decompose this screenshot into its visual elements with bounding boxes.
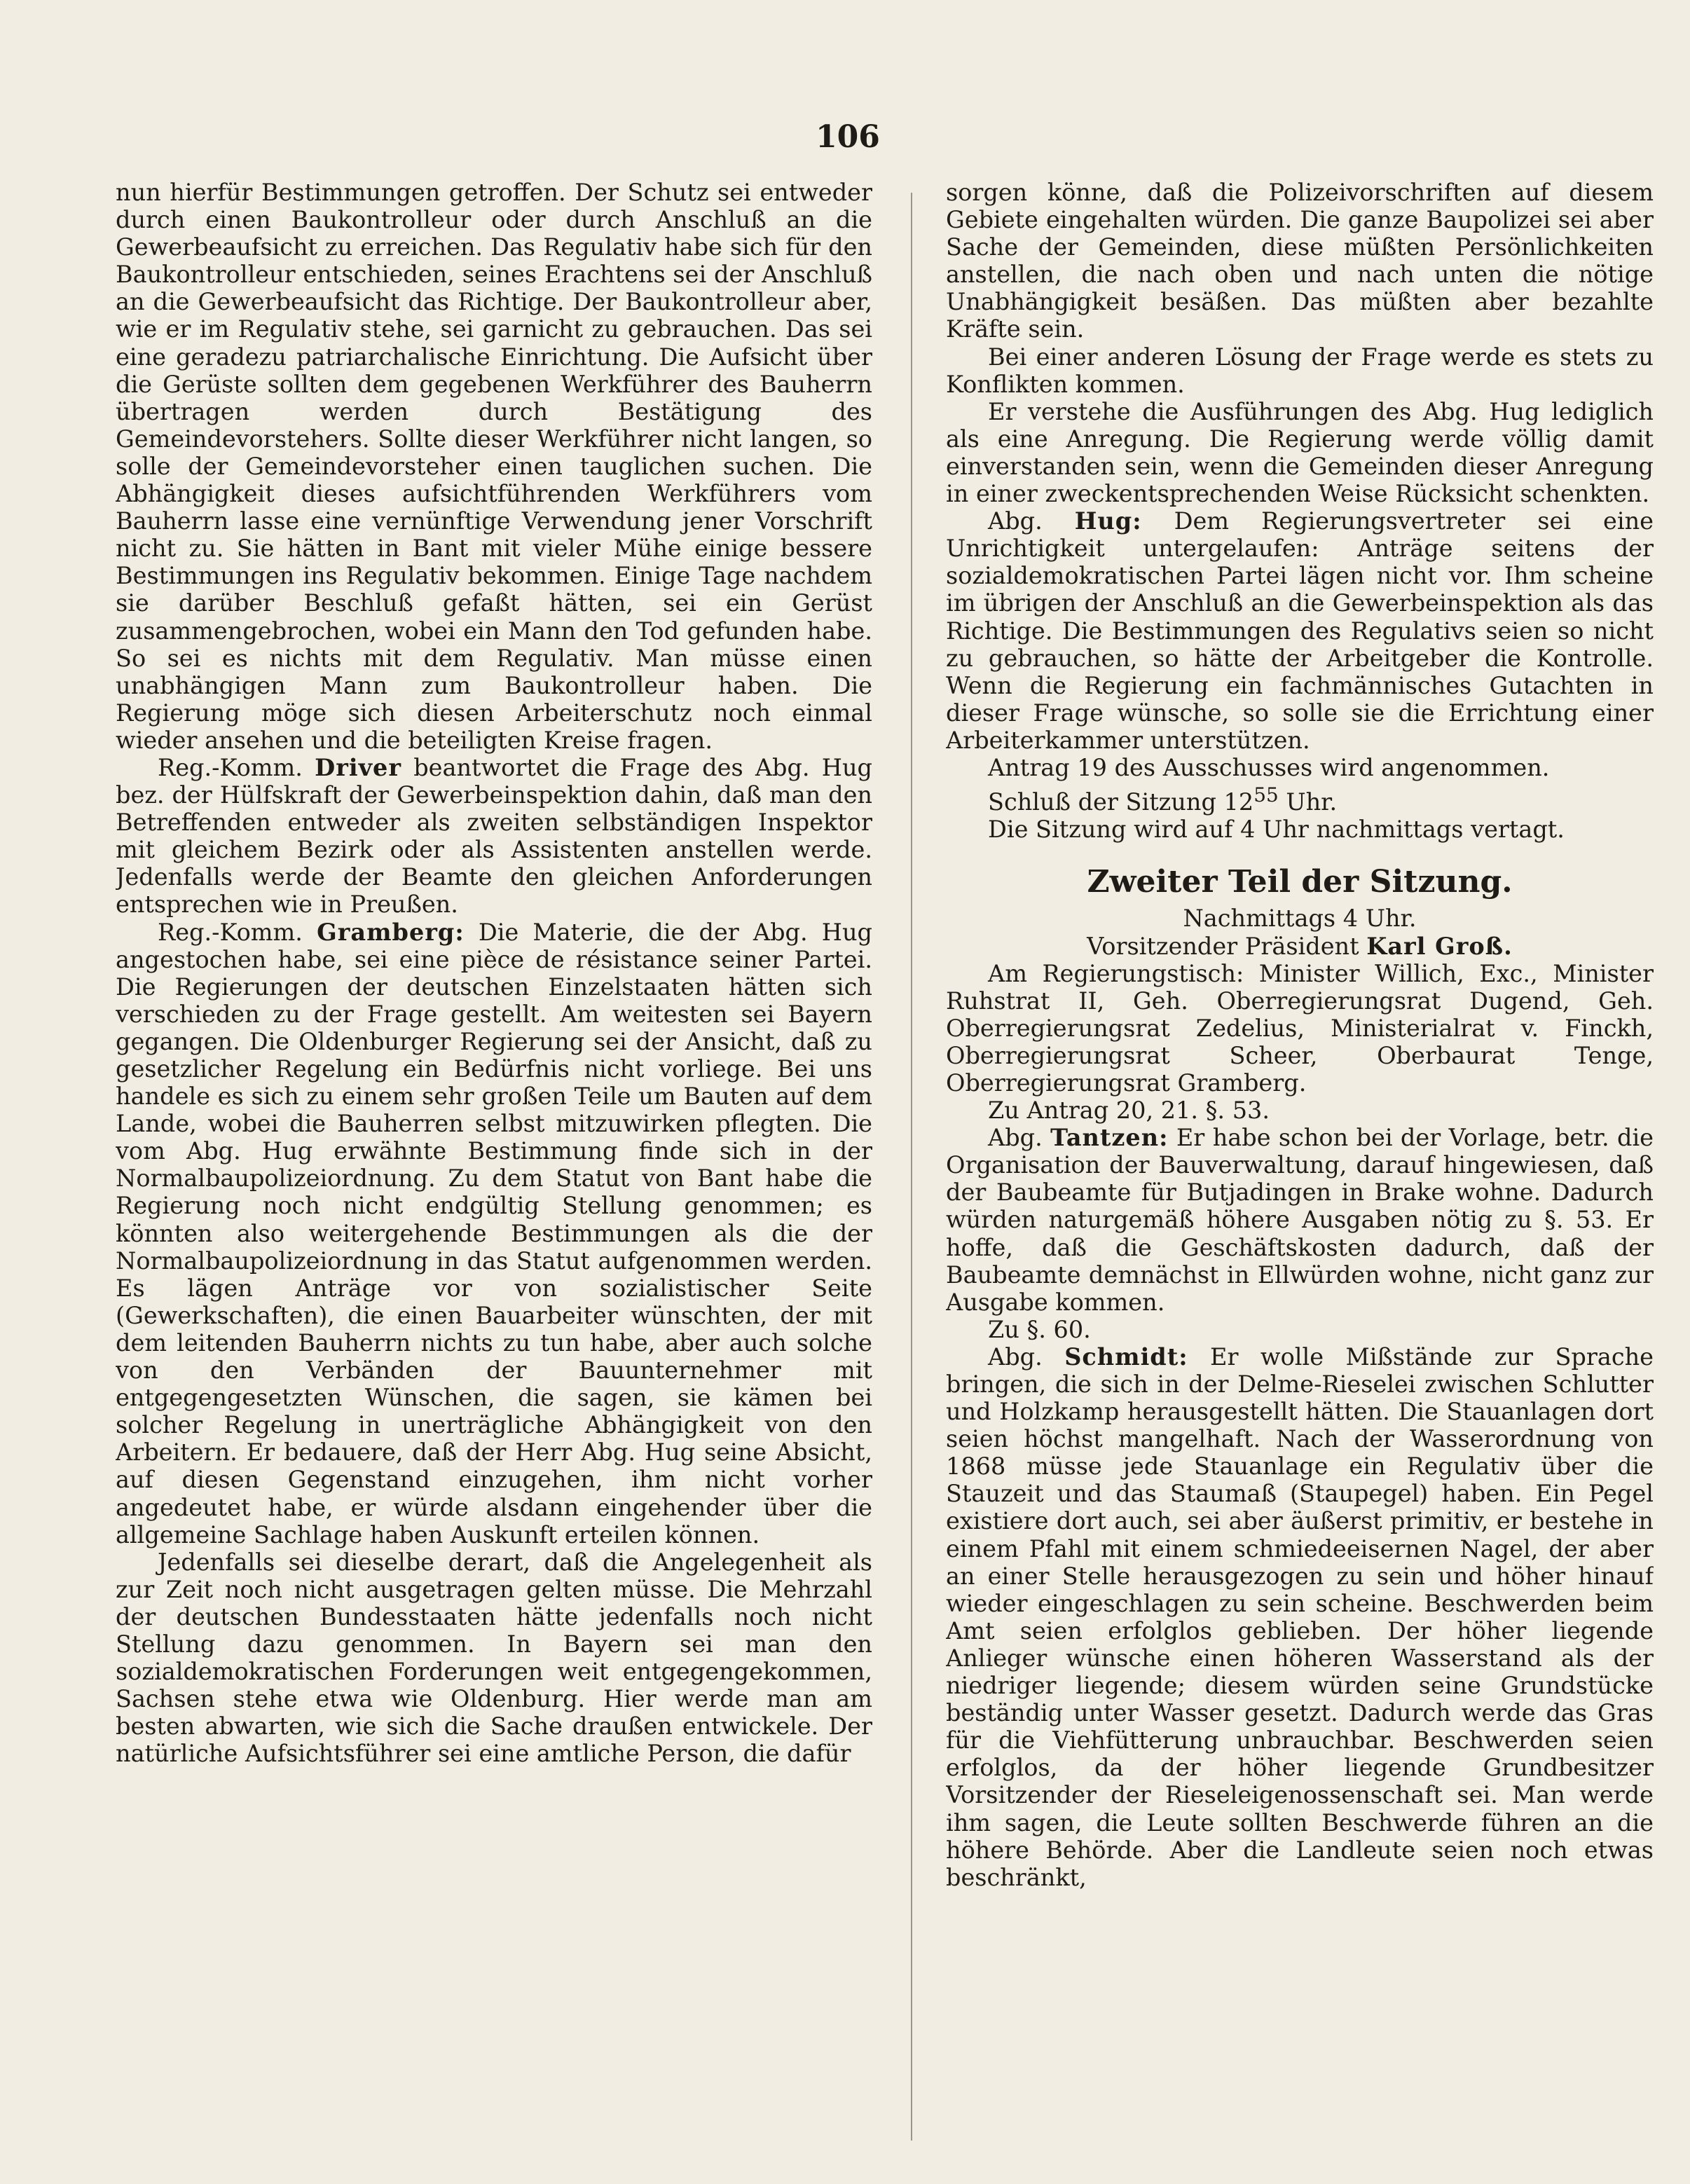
speech-text: Er wolle Mißstände zur Sprache bringen, die sich in der Delme-Rieselei zwischen Schlutter und Holzkamp herausgestellt hätten. Die Stauanlagen dort seien höchst mangelhaft. Nach der Wasserordnung von 1868 müsse jede Stauanlage ein Regulativ über die Stauzeit und das Staumaß (Staupegel) haben. Ein Pegel existiere dort auch, sei aber äußerst primitiv, er bestehe in einem Pfahl mit einem schmiedeeisernen Nagel, der aber an einer Stelle herausgezogen zu sein und höher hinauf wieder eingeschlagen zu sein scheine. Beschwerden beim Amt seien erfolglos geblieben. Der höher liegende Anlieger wünsche einen höheren Wasserstand als der niedriger liegende; diesem würden seine Grundstücke beständig unter Wasser gesetzt. Dadurch werde das Gras für die Viehfütterung unbrauchbar. Beschwerden seien erfolglos, da der höher liegende Grundbesitzer Vorsitzender der Rieseleigenossenschaft sei. Man werde ihm sagen, die Leute sollten Beschwerde führen an die höhere Behörde. Aber die Landleute seien noch etwas beschränkt, bbox=[946, 1342, 1654, 1891]
paragraph-tantzen bbox=[946, 1124, 1654, 1316]
paragraph: Am Regierungstisch: Minister Willich, Exc., Minister Ruhstrat II, Geh. Oberregierungsrat Dugend, Geh. Oberregierungsrat Zedelius, Ministerialrat v. Finckh, Oberregierungsrat Scheer, Oberbaurat Tenge, Oberregierungsrat Gramberg. bbox=[946, 959, 1654, 1097]
speaker-name: Schmidt: bbox=[1064, 1342, 1188, 1371]
speaker-name: Gramberg: bbox=[317, 918, 465, 946]
section-heading: Zweiter Teil der Sitzung. bbox=[1087, 864, 1513, 900]
paragraph: Er verstehe die Ausführungen des Abg. Hug lediglich als eine Anregung. Die Regierung werde völlig damit einverstanden sein, wenn die Gemeinden dieser Anregung in einer zweckentsprechenden Weise Rücksicht schenkten. bbox=[946, 397, 1654, 508]
right-column bbox=[946, 179, 1654, 2165]
speaker-title: Reg.-Komm. bbox=[158, 753, 303, 781]
close-time-minutes: 55 bbox=[1253, 783, 1279, 807]
paragraph: Die Sitzung wird auf 4 Uhr nachmittags vertagt. bbox=[988, 816, 1565, 844]
page-number: 106 bbox=[816, 119, 880, 155]
paragraph-driver bbox=[116, 754, 872, 919]
chair-line bbox=[946, 933, 1654, 960]
paragraph: sorgen könne, daß die Polizeivorschriften auf diesem Gebiete eingehalten würden. Die ganze Baupolizei sei aber Sache der Gemeinden, diese müßten Persönlichkeiten anstellen, die nach oben und nach unten die nötige Unabhängigkeit besäßen. Das müßten aber bezahlte Kräfte sein. bbox=[946, 179, 1654, 343]
speech-text: beantwortet die Frage des Abg. Hug bez. der Hülfskraft der Gewerbeinspektion dahin, daß man den Betreffenden entweder als zweiten selbständigen Inspektor mit gleichem Bezirk oder als Assistenten anstellen werde. Jedenfalls werde der Beamte den gleichen Anforderungen entsprechen wie in Preußen. bbox=[116, 753, 872, 919]
paragraph: Antrag 19 des Ausschusses wird angenommen. bbox=[988, 753, 1550, 781]
paragraph: Bei einer anderen Lösung der Frage werde es stets zu Konflikten kommen. bbox=[946, 343, 1654, 398]
speaker-name: Driver bbox=[315, 753, 402, 781]
speaker-name: Hug: bbox=[1074, 507, 1142, 535]
column-divider bbox=[911, 193, 912, 2141]
speaker-title: Reg.-Komm. bbox=[158, 918, 303, 946]
speaker-title: Abg. bbox=[988, 1124, 1043, 1152]
paragraph-gramberg bbox=[116, 919, 872, 1548]
close-text-end: Uhr. bbox=[1278, 788, 1338, 816]
session-time: Nachmittags 4 Uhr. bbox=[1183, 905, 1417, 933]
paragraph-hug bbox=[946, 507, 1654, 754]
paragraph: Jedenfalls sei dieselbe derart, daß die Angelegenheit als zur Zeit noch nicht ausgetragen gelten müsse. Die Mehrzahl der deutschen Bundesstaaten hätte jedenfalls noch nicht Stellung dazu genommen. In Bayern sei man den sozialdemokratischen Forderungen weit entgegengekommen, Sachsen stehe etwa wie Oldenburg. Hier werde man am besten abwarten, wie sich die Sache draußen entwickele. Der natürliche Aufsichtsführer sei eine amtliche Person, die dafür bbox=[116, 1548, 872, 1768]
paragraph: nun hierfür Bestimmungen getroffen. Der Schutz sei entweder durch einen Baukontrolleur oder durch Anschluß an die Gewerbeaufsicht zu erreichen. Das Regulativ habe sich für den Baukontrolleur entschieden, seines Erachtens sei der Anschluß an die Gewerbeaufsicht das Richtige. Der Baukontrolleur aber, wie er im Regulativ stehe, sei garnicht zu gebrauchen. Das sei eine geradezu patriarchalische Einrichtung. Die Aufsicht über die Gerüste sollten dem gegebenen Werkführer des Bauherrn übertragen werden durch Bestätigung des Gemeindevorstehers. Sollte dieser Werkführer nicht langen, so solle der Gemeindevorsteher einen tauglichen suchen. Die Abhängigkeit dieses aufsichtführenden Werkführers vom Bauherrn lasse eine vernünftige Verwendung jener Vorschrift nicht zu. Sie hätten in Bant mit vieler Mühe einige bessere Bestimmungen ins Regulativ bekommen. Einige Tage nachdem sie darüber Beschluß gefaßt hätten, sei ein Gerüst zusammengebrochen, wobei ein Mann den Tod gefunden habe. So sei es nichts mit dem Regulativ. Man müsse einen unabhängigen Mann zum Baukontrolleur haben. Die Regierung möge sich diesen Arbeiterschutz noch einmal wieder ansehen und die beteiligten Kreise fragen. bbox=[116, 179, 872, 754]
session-close bbox=[946, 781, 1654, 816]
paragraph: Zu Antrag 20, 21. §. 53. bbox=[988, 1097, 1270, 1125]
paragraph: Zu §. 60. bbox=[988, 1315, 1091, 1343]
speaker-title: Abg. bbox=[988, 1342, 1043, 1371]
left-column bbox=[116, 179, 872, 2165]
close-text: Schluß der Sitzung 12 bbox=[988, 788, 1254, 816]
paragraph-schmidt bbox=[946, 1343, 1654, 1891]
speech-text: Dem Regierungsvertreter sei eine Unrichtigkeit untergelaufen: Anträge seitens der sozialdemokratischen Partei lägen nicht vor. Ihm scheine im übrigen der Anschluß an die Gewerbeinspektion als das Richtige. Die Bestimmungen des Regulativs seien so nicht zu gebrauchen, so hätte der Arbeitgeber die Kontrolle. Wenn die Regierung ein fachmännisches Gutachten in dieser Frage wünsche, so solle sie die Errichtung einer Arbeiterkammer unterstützen. bbox=[946, 507, 1654, 754]
speech-text: Er habe schon bei der Vorlage, betr. die Organisation der Bauverwaltung, darauf hingewiesen, daß der Baubeamte für Butjadingen in Brake wohne. Dadurch würden naturgemäß höhere Ausgaben nötig zu §. 53. Er hoffe, daß die Geschäftskosten dadurch, daß der Baubeamte demnächst in Ellwürden wohne, nicht ganz zur Ausgabe kommen. bbox=[946, 1124, 1654, 1316]
chair-label: Vorsitzender Präsident bbox=[1087, 932, 1359, 960]
speech-text: Die Materie, die der Abg. Hug angestochen habe, sei eine pièce de résistance seiner Partei. Die Regierungen der deutschen Einzelstaaten hätten sich verschieden zu der Frage gestellt. Am weitesten sei Bayern gegangen. Die Oldenburger Regierung sei der Ansicht, daß zu gesetzlicher Regelung ein Bedürfnis nicht vorliege. Bei uns handele es sich zu einem sehr großen Teile um Bauten auf dem Lande, wobei die Bauherren selbst mitzuwirken pflegten. Die vom Abg. Hug erwähnte Bestimmung finde sich in der Normalbaupolizeiordnung. Zu dem Statut von Bant habe die Regierung noch nicht endgültig Stellung genommen; es könnten also weitergehende Bestimmungen als die der Normalbaupolizeiordnung in das Statut aufgenommen werden. Es lägen Anträge vor von sozialistischer Seite (Gewerkschaften), die einen Bauarbeiter wünschten, der mit dem leitenden Bauherrn nichts zu tun habe, aber auch solche von den Verbänden der Bauunternehmer mit entgegengesetzten Wünschen, die sagen, sie kämen bei solcher Regelung in unerträgliche Abhängigkeit von den Arbeitern. Er bedauere, daß der Herr Abg. Hug seine Absicht, auf diesen Gegenstand einzugehen, ihm nicht vorher angedeutet habe, er würde alsdann eingehender über die allgemeine Sachlage haben Auskunft erteilen können. bbox=[116, 918, 872, 1548]
chair-name: Karl Groß. bbox=[1366, 932, 1513, 960]
speaker-name: Tantzen: bbox=[1050, 1124, 1169, 1152]
speaker-title: Abg. bbox=[988, 507, 1043, 535]
